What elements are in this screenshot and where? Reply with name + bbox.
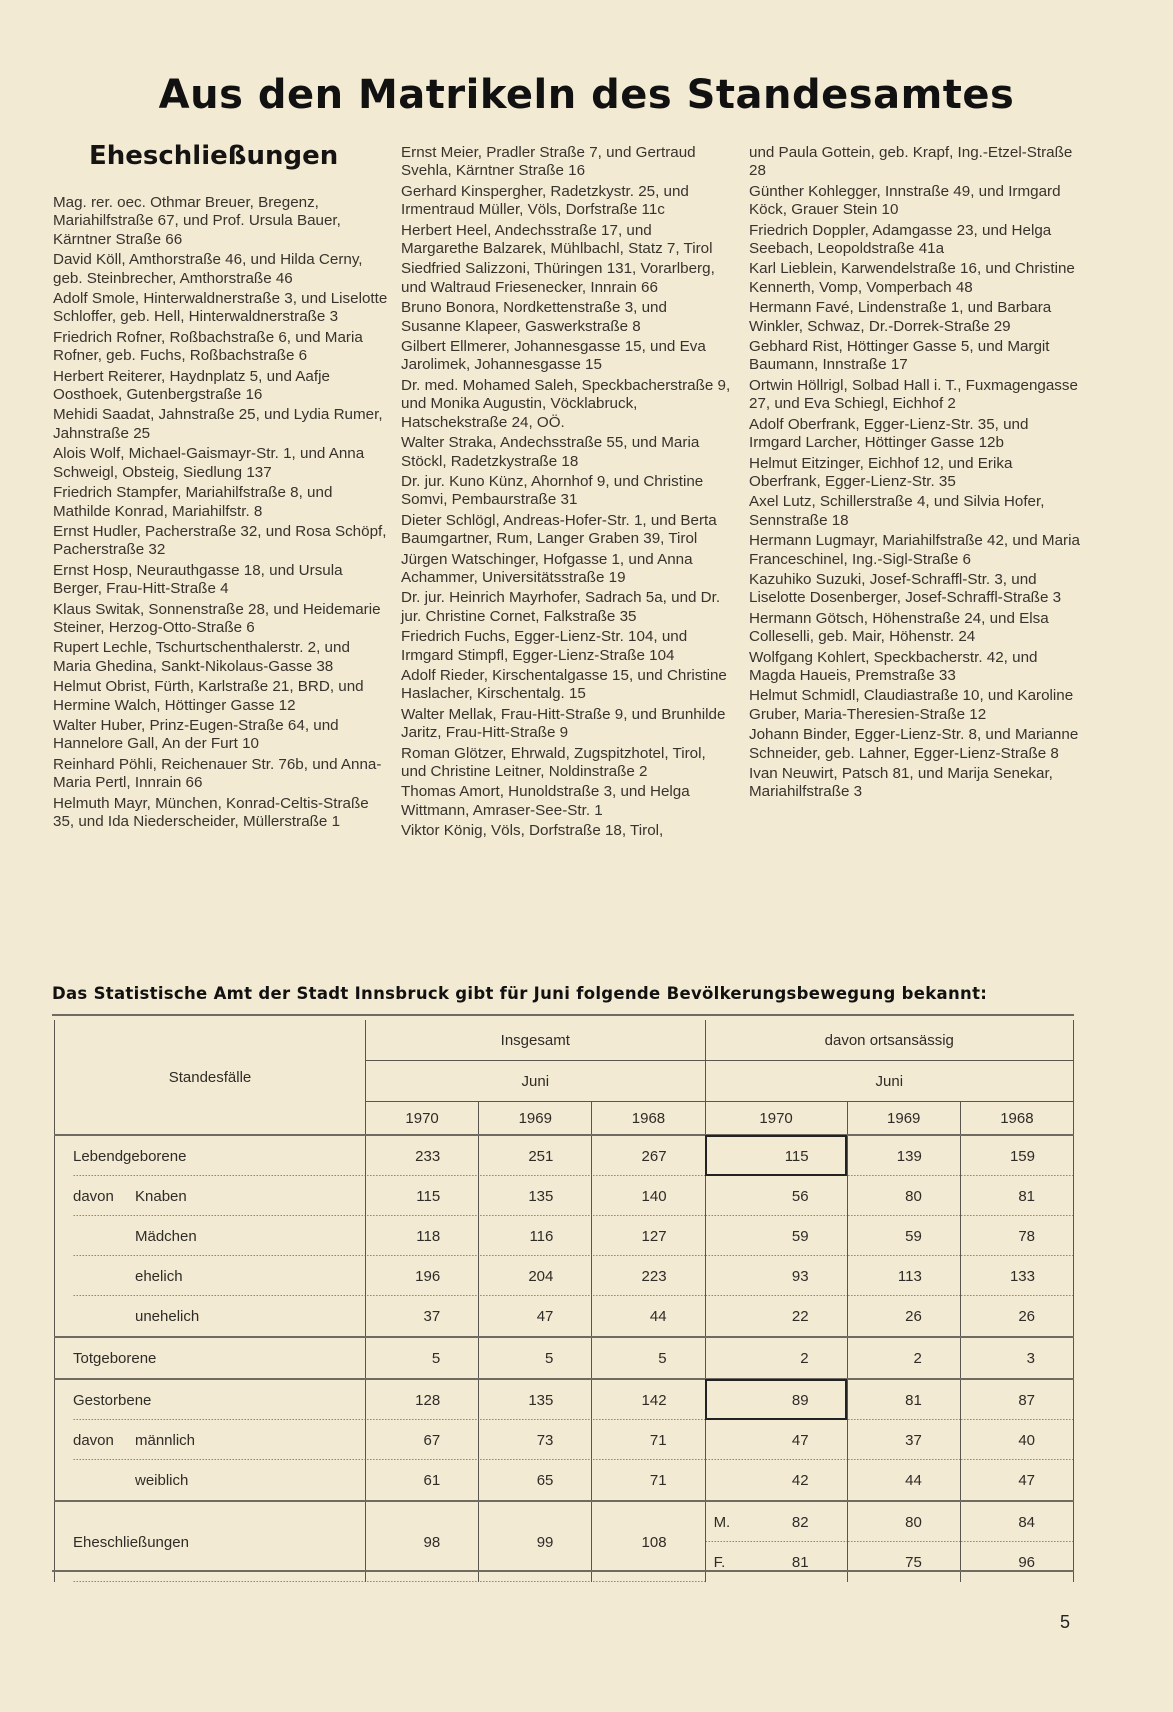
marriage-entry: Adolf Oberfrank, Egger-Lienz-Str. 35, und Irmgard Larcher, Höttinger Gasse 12b: [749, 415, 1029, 452]
row-label: [55, 1176, 366, 1216]
marriage-entry: Dr. med. Mohamed Saleh, Speckbacherstraße 9, und Monika Augustin, Vöcklabruck, Hatschekstraße 24, OÖ.: [401, 376, 731, 431]
table-cell: 81: [847, 1379, 960, 1420]
header-year: 1968: [960, 1102, 1073, 1136]
marriage-entry: Axel Lutz, Schillerstraße 4, und Silvia Hofer, Sennstraße 18: [749, 493, 1045, 529]
marriage-entry: Rupert Lechle, Tschurtschenthalerstr. 2, und Maria Ghedina, Sankt-Nikolaus-Gasse 38: [53, 639, 350, 675]
table-cell: 42: [705, 1460, 847, 1501]
table-cell: 61: [366, 1460, 479, 1501]
row-label: [55, 1135, 366, 1176]
section-heading: Eheschließungen: [89, 141, 339, 171]
marriage-entry: Herbert Reiterer, Haydnplatz 5, und Aafje Oosthoek, Gutenbergstraße 16: [53, 367, 330, 404]
row-label-text: Totgeborene: [73, 1349, 157, 1367]
table-cell: 140: [592, 1176, 705, 1216]
table-cell: 128: [366, 1379, 479, 1420]
table-cell: 71: [592, 1460, 705, 1501]
table-cell: 116: [479, 1216, 592, 1256]
marriage-entry: Helmut Obrist, Fürth, Karlstraße 21, BRD, und Hermine Walch, Höttinger Gasse 12: [53, 678, 364, 714]
row-label-text: männlich: [135, 1431, 196, 1449]
table-cell: 84: [960, 1501, 1073, 1542]
header-year: 1970: [366, 1102, 479, 1136]
table-cell: 26: [960, 1296, 1073, 1337]
table-cell: 80: [847, 1501, 960, 1542]
marriage-entry: Herbert Heel, Andechsstraße 17, und Margarethe Balzarek, Mühlbachl, Statz 7, Tirol: [401, 221, 713, 258]
marriage-entry: Dr. jur. Heinrich Mayrhofer, Sadrach 5a, und Dr. jur. Christine Cornet, Falkstraße 35: [401, 589, 721, 625]
table-cell: 5: [366, 1337, 479, 1379]
table-cell: 142: [592, 1379, 705, 1420]
table-cell: 223: [592, 1256, 705, 1296]
female-value: 81: [791, 1553, 809, 1571]
table-cell: 87: [960, 1379, 1073, 1420]
marriage-entry: Alois Wolf, Michael-Gaismayr-Str. 1, und Anna Schweigl, Obsteig, Siedlung 137: [53, 445, 365, 481]
table-cell: 5: [592, 1337, 705, 1379]
page-title: Aus den Matrikeln des Standesamtes: [158, 72, 1015, 118]
table-cell: 5: [479, 1337, 592, 1379]
table-cell: 108: [592, 1501, 705, 1582]
marriage-entry: Gebhard Rist, Höttinger Gasse 5, und Margit Baumann, Innstraße 17: [749, 338, 1050, 374]
marriage-entry: Dieter Schlögl, Andreas-Hofer-Str. 1, und Berta Baumgartner, Rum, Langer Graben 39, Tirol: [401, 511, 717, 548]
marriage-entry: Mehidi Saadat, Jahnstraße 25, und Lydia Rumer, Jahnstraße 25: [53, 406, 383, 442]
population-table: [54, 1020, 1074, 1582]
marriage-entry: und Paula Gottein, geb. Krapf, Ing.-Etzel-Straße 28: [749, 144, 1073, 180]
table-cell: 115: [366, 1176, 479, 1216]
table-cell-m: [705, 1501, 847, 1542]
row-label-text: Lebendgeborene: [73, 1147, 187, 1165]
marriage-entry: Gerhard Kinspergher, Radetzkystr. 25, und Irmentraud Müller, Völs, Dorfstraße 11c: [401, 182, 689, 219]
table-cell: 47: [705, 1420, 847, 1460]
header-month: Juni: [705, 1061, 1073, 1102]
row-label-eheschliessungen: Eheschließungen: [55, 1501, 366, 1582]
row-label: [55, 1337, 366, 1379]
table-cell: 59: [705, 1216, 847, 1256]
table-cell: 233: [366, 1135, 479, 1176]
marriage-entry: Walter Huber, Prinz-Eugen-Straße 64, und Hannelore Gall, An der Furt 10: [53, 716, 339, 753]
row-label-text: Knaben: [135, 1187, 187, 1205]
marriage-entry: Günther Kohlegger, Innstraße 49, und Irmgard Köck, Grauer Stein 10: [749, 182, 1061, 219]
marriage-entry: Thomas Amort, Hunoldstraße 3, und Helga Wittmann, Amraser-See-Str. 1: [401, 783, 690, 819]
table-cell: 2: [847, 1337, 960, 1379]
table-cell: 37: [366, 1296, 479, 1337]
table-cell: 75: [847, 1542, 960, 1582]
table-cell: 3: [960, 1337, 1073, 1379]
marriage-entry: Jürgen Watschinger, Hofgasse 1, und Anna Achammer, Universitätsstraße 19: [401, 550, 693, 586]
marriage-entry: Gilbert Ellmerer, Johannesgasse 15, und Eva Jarolimek, Johannesgasse 15: [401, 338, 706, 374]
marriage-entry: Roman Glötzer, Ehrwald, Zugspitzhotel, Tirol, und Christine Leitner, Noldinstraße 2: [401, 744, 706, 780]
marriage-entry: Bruno Bonora, Nordkettenstraße 3, und Susanne Klapeer, Gaswerkstraße 8: [401, 299, 667, 335]
marriage-entry: Ernst Hosp, Neurauthgasse 18, und Ursula Berger, Frau-Hitt-Straße 4: [53, 561, 343, 598]
table-cell: 139: [847, 1135, 960, 1176]
table-cell: 44: [847, 1460, 960, 1501]
male-value: 82: [791, 1513, 809, 1531]
table-cell: 22: [705, 1296, 847, 1337]
marriage-entry: Hermann Favé, Lindenstraße 1, und Barbara Winkler, Schwaz, Dr.-Dorrek-Straße 29: [749, 299, 1052, 335]
table-cell: 196: [366, 1256, 479, 1296]
row-label-text: ehelich: [135, 1267, 183, 1285]
table-cell: 37: [847, 1420, 960, 1460]
marriage-entry: Siedfried Salizzoni, Thüringen 131, Vorarlberg, und Waltraud Friesenecker, Innrain 66: [401, 260, 715, 296]
table-cell: 251: [479, 1135, 592, 1176]
table-cell: 80: [847, 1176, 960, 1216]
row-prefix: davon: [73, 1187, 114, 1205]
table-cell: 115: [705, 1135, 847, 1176]
marriage-entry: Friedrich Fuchs, Egger-Lienz-Str. 104, und Irmgard Stimpfl, Egger-Lienz-Straße 104: [401, 628, 688, 664]
marriage-entry: Wolfgang Kohlert, Speckbacherstr. 42, und Magda Haueis, Premstraße 33: [749, 648, 1038, 684]
column-2: [401, 144, 731, 843]
marriage-entry: Helmut Schmidl, Claudiastraße 10, und Karoline Gruber, Maria-Theresien-Straße 12: [749, 687, 1074, 723]
row-label: [55, 1460, 366, 1501]
marriage-entry: David Köll, Amthorstraße 46, und Hilda Cerny, geb. Steinbrecher, Amthorstraße 46: [53, 251, 363, 287]
table-cell: 98: [366, 1501, 479, 1582]
row-label-text: Mädchen: [135, 1227, 197, 1245]
table-cell: 135: [479, 1176, 592, 1216]
table-cell: 135: [479, 1379, 592, 1420]
header-year: 1970: [705, 1102, 847, 1136]
marriage-entry: Adolf Smole, Hinterwaldnerstraße 3, und Liselotte Schloffer, geb. Hell, Hinterwaldnerstraße 3: [53, 290, 388, 326]
row-label: [55, 1256, 366, 1296]
marriage-entry: Ernst Hudler, Pacherstraße 32, und Rosa Schöpf, Pacherstraße 32: [53, 522, 387, 559]
page-number: 5: [1060, 1612, 1071, 1632]
table-cell: 99: [479, 1501, 592, 1582]
table-cell: 47: [960, 1460, 1073, 1501]
marriage-entry: Hermann Götsch, Höhenstraße 24, und Elsa Colleselli, geb. Mair, Höhenstr. 24: [749, 609, 1049, 646]
row-label-text: Gestorbene: [73, 1391, 152, 1409]
table-cell: 118: [366, 1216, 479, 1256]
table-cell: 67: [366, 1420, 479, 1460]
table-cell: 93: [705, 1256, 847, 1296]
marriage-entry: Viktor König, Völs, Dorfstraße 18, Tirol,: [401, 822, 664, 840]
marriage-entry: Helmut Eitzinger, Eichhof 12, und Erika Oberfrank, Egger-Lienz-Str. 35: [749, 454, 1013, 490]
header-ortsansaessig: davon ortsansässig: [705, 1020, 1073, 1061]
marriage-entry: Ortwin Höllrigl, Solbad Hall i. T., Fuxmagengasse 27, und Eva Schiegl, Eichhof 2: [749, 376, 1078, 413]
table-cell: 56: [705, 1176, 847, 1216]
table-cell: 89: [705, 1379, 847, 1420]
marriage-entry: Friedrich Rofner, Roßbachstraße 6, und Maria Rofner, geb. Fuchs, Roßbachstraße 6: [53, 328, 363, 365]
marriage-entry: Klaus Switak, Sonnenstraße 28, und Heidemarie Steiner, Herzog-Otto-Straße 6: [53, 600, 381, 636]
table-cell: 133: [960, 1256, 1073, 1296]
female-label: F.: [713, 1553, 726, 1571]
table-cell: 71: [592, 1420, 705, 1460]
column-3: [749, 144, 1084, 804]
table-cell: 78: [960, 1216, 1073, 1256]
marriage-entry: Friedrich Doppler, Adamgasse 23, und Helga Seebach, Leopoldstraße 41a: [749, 221, 1052, 258]
marriage-entry: Walter Mellak, Frau-Hitt-Straße 9, und Brunhilde Jaritz, Frau-Hitt-Straße 9: [401, 705, 726, 742]
table-cell-f: [705, 1542, 847, 1582]
column-1: [53, 140, 388, 833]
row-label-text: unehelich: [135, 1307, 200, 1325]
table-top-rule: [52, 1014, 1074, 1016]
row-label: [55, 1379, 366, 1420]
marriage-entry: Hermann Lugmayr, Mariahilfstraße 42, und Maria Franceschinel, Ing.-Sigl-Straße 6: [749, 532, 1080, 568]
table-cell: 47: [479, 1296, 592, 1337]
row-label: [55, 1420, 366, 1460]
row-label: [55, 1296, 366, 1337]
marriage-entry: Ernst Meier, Pradler Straße 7, und Gertraud Svehla, Kärntner Straße 16: [401, 144, 696, 180]
table-cell: 113: [847, 1256, 960, 1296]
statistics-title: Das Statistische Amt der Stadt Innsbruck gibt für Juni folgende Bevölkerungsbewegung bekannt:: [52, 984, 988, 1003]
table-cell: 81: [960, 1176, 1073, 1216]
table-cell: 159: [960, 1135, 1073, 1176]
marriage-entry: Mag. rer. oec. Othmar Breuer, Bregenz, Mariahilfstraße 67, und Prof. Ursula Bauer, Kärntner Straße 66: [53, 194, 341, 248]
row-label: [55, 1216, 366, 1256]
table-cell: 40: [960, 1420, 1073, 1460]
table-cell: 73: [479, 1420, 592, 1460]
male-label: M.: [713, 1513, 731, 1531]
marriage-entry: Reinhard Pöhli, Reichenauer Str. 76b, und Anna-Maria Pertl, Innrain 66: [53, 755, 382, 792]
table-cell: 96: [960, 1542, 1073, 1582]
table-cell: 2: [705, 1337, 847, 1379]
table-cell: 65: [479, 1460, 592, 1501]
marriage-entry: Johann Binder, Egger-Lienz-Str. 8, und Marianne Schneider, geb. Lahner, Egger-Lienz-Straße 8: [749, 726, 1079, 762]
header-year: 1969: [847, 1102, 960, 1136]
table-cell: 44: [592, 1296, 705, 1337]
table-cell: 127: [592, 1216, 705, 1256]
row-prefix: davon: [73, 1431, 114, 1449]
header-year: 1968: [592, 1102, 705, 1136]
marriage-entry: Ivan Neuwirt, Patsch 81, und Marija Senekar, Mariahilfstraße 3: [749, 765, 1053, 801]
table-cell: 26: [847, 1296, 960, 1337]
marriage-entry: Adolf Rieder, Kirschentalgasse 15, und Christine Haslacher, Kirschentalg. 15: [401, 666, 727, 703]
table-bottom-rule: [52, 1570, 1074, 1572]
table-cell: 267: [592, 1135, 705, 1176]
marriage-entry: Walter Straka, Andechsstraße 55, und Maria Stöckl, Radetzkystraße 18: [401, 434, 700, 470]
table-cell: 204: [479, 1256, 592, 1296]
marriage-entry: Helmuth Mayr, München, Konrad-Celtis-Straße 35, und Ida Niederscheider, Müllerstraße 1: [53, 794, 369, 830]
marriage-entry: Dr. jur. Kuno Künz, Ahornhof 9, und Christine Somvi, Pembaurstraße 31: [401, 472, 704, 509]
header-standesfaelle: Standesfälle: [55, 1020, 366, 1135]
header-year: 1969: [479, 1102, 592, 1136]
table-cell: 59: [847, 1216, 960, 1256]
row-label-text: weiblich: [135, 1471, 189, 1489]
header-month: Juni: [366, 1061, 706, 1102]
marriage-entry: Karl Lieblein, Karwendelstraße 16, und Christine Kennerth, Vomp, Vomperbach 48: [749, 260, 1075, 296]
header-insgesamt: Insgesamt: [366, 1020, 706, 1061]
marriage-entry: Friedrich Stampfer, Mariahilfstraße 8, und Mathilde Konrad, Mariahilfstr. 8: [53, 484, 333, 520]
marriage-entry: Kazuhiko Suzuki, Josef-Schraffl-Str. 3, und Liselotte Dosenberger, Josef-Schraffl-Straße 3: [749, 570, 1062, 607]
